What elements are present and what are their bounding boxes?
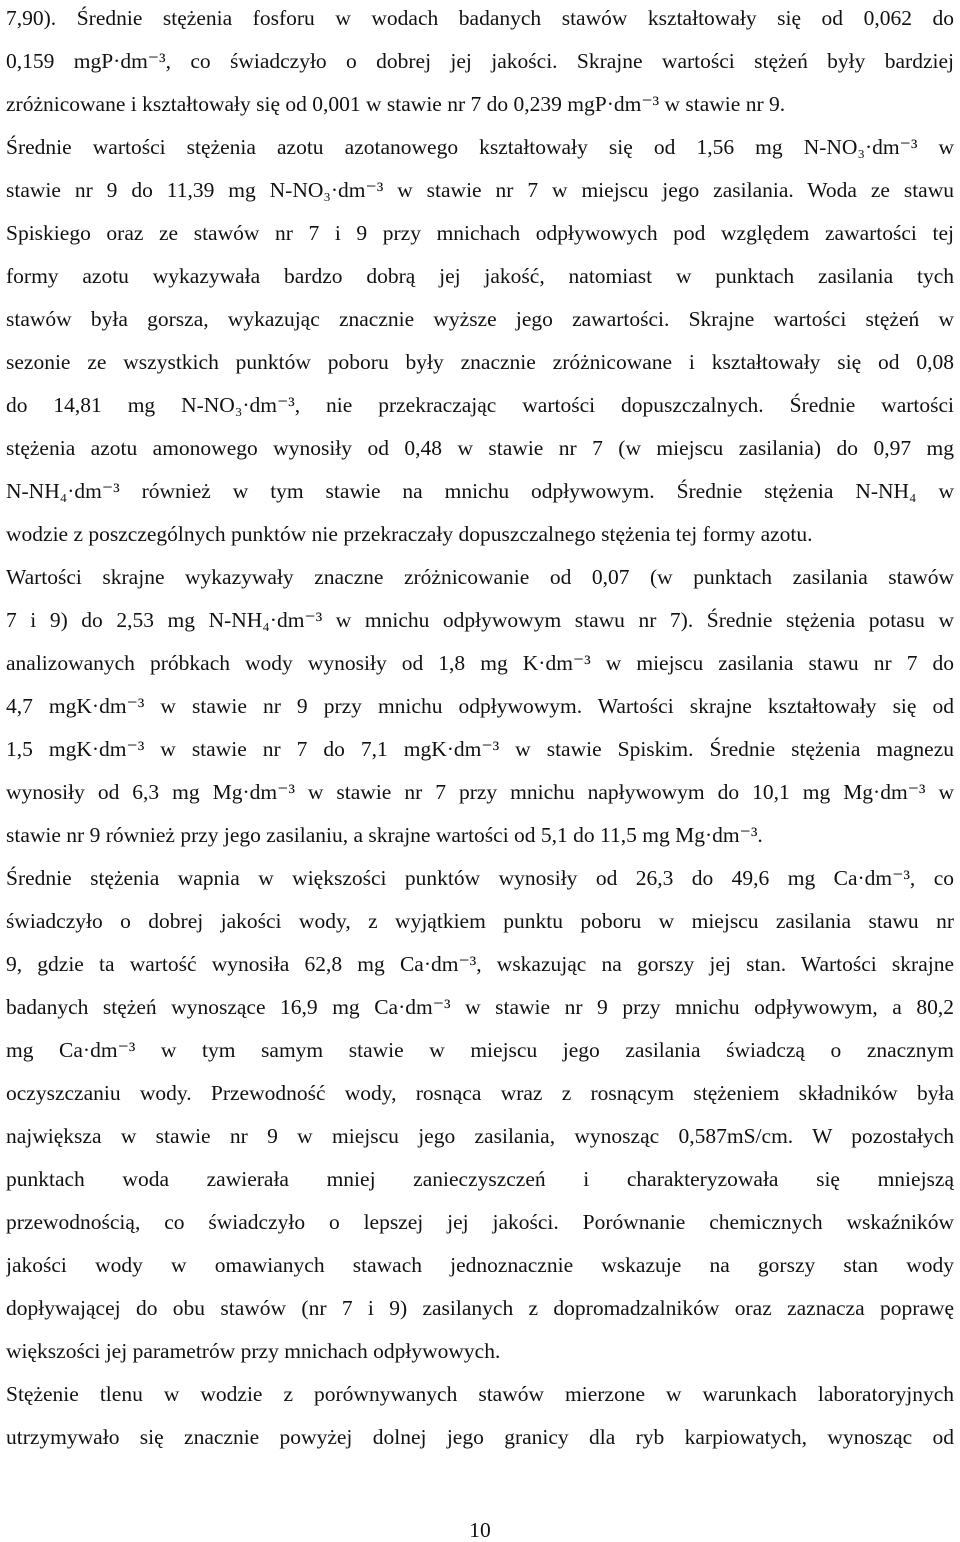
text-line: jakości wody w omawianych stawach jednoznacznie wskazuje na gorszy stan wody bbox=[6, 1253, 954, 1277]
text-line: największa w stawie nr 9 w miejscu jego zasilania, wynosząc 0,587mS/cm. W pozostałych bbox=[6, 1124, 954, 1148]
text-line: sezonie ze wszystkich punktów poboru były znacznie zróżnicowane i kształtowały się od 0,08 bbox=[6, 350, 954, 374]
text-line: 4,7 mgK·dm⁻³ w stawie nr 9 przy mnichu odpływowym. Wartości skrajne kształtowały się od bbox=[6, 694, 954, 718]
text-line: wynosiły od 6,3 mg Mg·dm⁻³ w stawie nr 7 przy mnichu napływowym do 10,1 mg Mg·dm⁻³ w bbox=[6, 780, 954, 804]
text-line: badanych stężeń wynoszące 16,9 mg Ca·dm⁻³ w stawie nr 9 przy mnichu odpływowym, a 80,2 bbox=[6, 995, 954, 1019]
text-line: stawie nr 9 do 11,39 mg N-NO₃·dm⁻³ w stawie nr 7 w miejscu jego zasilania. Woda ze stawu bbox=[6, 178, 954, 202]
text-line: oczyszczaniu wody. Przewodność wody, rosnąca wraz z rosnącym stężeniem składników była bbox=[6, 1081, 954, 1105]
text-line: Średnie wartości stężenia azotu azotanowego kształtowały się od 1,56 mg N-NO₃·dm⁻³ w bbox=[6, 135, 954, 159]
text-line: 1,5 mgK·dm⁻³ w stawie nr 7 do 7,1 mgK·dm⁻³ w stawie Spiskim. Średnie stężenia magnezu bbox=[6, 737, 954, 761]
text-line: Spiskiego oraz ze stawów nr 7 i 9 przy mnichach odpływowych pod względem zawartości tej bbox=[6, 221, 954, 245]
text-line: stężenia azotu amonowego wynosiły od 0,48 w stawie nr 7 (w miejscu zasilania) do 0,97 mg bbox=[6, 436, 954, 460]
page-number: 10 bbox=[469, 1518, 491, 1542]
text-line: formy azotu wykazywała bardzo dobrą jej jakość, natomiast w punktach zasilania tych bbox=[6, 264, 954, 288]
text-line: przewodnością, co świadczyło o lepszej jej jakości. Porównanie chemicznych wskaźników bbox=[6, 1210, 954, 1234]
text-line: większości jej parametrów przy mnichach odpływowych. bbox=[6, 1339, 501, 1363]
text-line: mg Ca·dm⁻³ w tym samym stawie w miejscu jego zasilania świadczą o znacznym bbox=[6, 1038, 954, 1062]
text-line: punktach woda zawierała mniej zanieczyszczeń i charakteryzowała się mniejszą bbox=[6, 1167, 954, 1191]
text-line: świadczyło o dobrej jakości wody, z wyjątkiem punktu poboru w miejscu zasilania stawu nr bbox=[6, 909, 954, 933]
text-line: analizowanych próbkach wody wynosiły od 1,8 mg K·dm⁻³ w miejscu zasilania stawu nr 7 do bbox=[6, 651, 954, 675]
text-line: stawie nr 9 również przy jego zasilaniu, a skrajne wartości od 5,1 do 11,5 mg Mg·dm⁻³. bbox=[6, 823, 763, 847]
text-line: do 14,81 mg N-NO₃·dm⁻³, nie przekraczając wartości dopuszczalnych. Średnie wartości bbox=[6, 393, 954, 417]
text-line: wodzie z poszczególnych punktów nie przekraczały dopuszczalnego stężenia tej formy azotu. bbox=[6, 522, 813, 546]
text-line: 0,159 mgP·dm⁻³, co świadczyło o dobrej jej jakości. Skrajne wartości stężeń były bardziej bbox=[6, 49, 954, 73]
text-line: zróżnicowane i kształtowały się od 0,001 w stawie nr 7 do 0,239 mgP·dm⁻³ w stawie nr 9. bbox=[6, 92, 786, 116]
text-line: 9, gdzie ta wartość wynosiła 62,8 mg Ca·dm⁻³, wskazując na gorszy jej stan. Wartości skrajne bbox=[6, 952, 954, 976]
text-line: Średnie stężenia wapnia w większości punktów wynosiły od 26,3 do 49,6 mg Ca·dm⁻³, co bbox=[6, 866, 954, 890]
text-line: utrzymywało się znacznie powyżej dolnej jego granicy dla ryb karpiowatych, wynosząc od bbox=[6, 1425, 954, 1449]
text-line: 7 i 9) do 2,53 mg N-NH₄·dm⁻³ w mnichu odpływowym stawu nr 7). Średnie stężenia potasu w bbox=[6, 608, 954, 632]
text-line: 7,90). Średnie stężenia fosforu w wodach badanych stawów kształtowały się od 0,062 do bbox=[6, 6, 954, 30]
text-line: dopływającej do obu stawów (nr 7 i 9) zasilanych z dopromadzalników oraz zaznacza poprawę bbox=[6, 1296, 954, 1320]
text-line: N-NH₄·dm⁻³ również w tym stawie na mnichu odpływowym. Średnie stężenia N-NH₄ w bbox=[6, 479, 954, 503]
text-line: stawów była gorsza, wykazując znacznie wyższe jego zawartości. Skrajne wartości stężeń w bbox=[6, 307, 954, 331]
text-line: Wartości skrajne wykazywały znaczne zróżnicowanie od 0,07 (w punktach zasilania stawów bbox=[6, 565, 954, 589]
text-line: Stężenie tlenu w wodzie z porównywanych stawów mierzone w warunkach laboratoryjnych bbox=[6, 1382, 954, 1406]
